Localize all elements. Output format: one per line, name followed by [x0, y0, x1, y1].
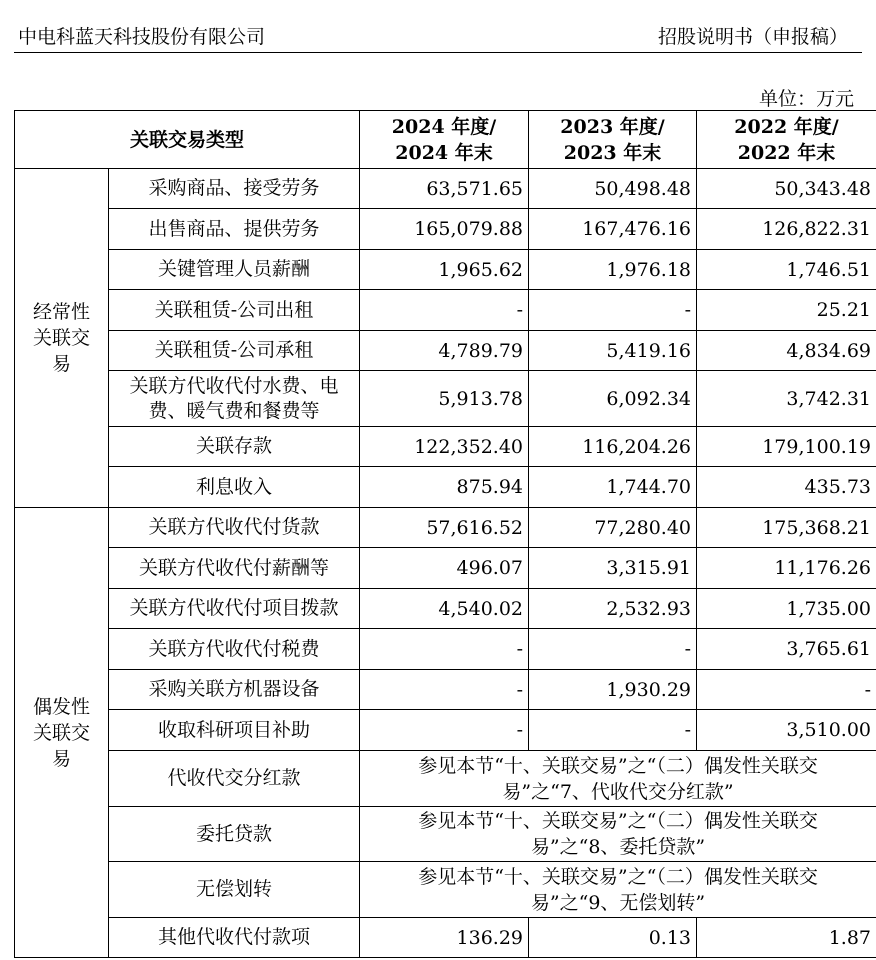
value-2023: - — [529, 629, 697, 670]
value-2024: 122,352.40 — [360, 427, 529, 467]
value-2023: 1,744.70 — [529, 467, 697, 508]
value-2022: 25.21 — [697, 290, 876, 331]
table-row — [15, 371, 876, 427]
row-label: 关联方代收代付薪酬等 — [109, 548, 360, 589]
value-2022: 179,100.19 — [697, 427, 876, 467]
document-type: 招股说明书（申报稿） — [657, 26, 848, 48]
row-label: 出售商品、提供劳务 — [109, 209, 360, 250]
header-year-2023: 2023 年度/ 2023 年末 — [529, 111, 697, 169]
row-label: 关联租赁-公司承租 — [109, 331, 360, 371]
value-2023: 6,092.34 — [529, 371, 697, 427]
row-label: 关联存款 — [109, 427, 360, 467]
table-row — [15, 862, 876, 918]
value-2022: 126,822.31 — [697, 209, 876, 250]
value-2024: - — [360, 290, 529, 331]
value-2024: 165,079.88 — [360, 209, 529, 250]
header-year-2024: 2024 年度/ 2024 年末 — [360, 111, 529, 169]
row-label: 其他代收代付款项 — [109, 918, 360, 958]
table-row — [15, 508, 876, 548]
value-2022: 3,510.00 — [697, 710, 876, 751]
header-year-2022: 2022 年度/ 2022 年末 — [697, 111, 876, 169]
table-header-row — [15, 111, 876, 169]
related-transactions-table — [14, 110, 876, 958]
row-label: 关键管理人员薪酬 — [109, 250, 360, 290]
category-occasional: 偶发性 关联交 易 — [15, 508, 109, 958]
table-row — [15, 629, 876, 670]
value-2024: 1,965.62 — [360, 250, 529, 290]
value-2024: 136.29 — [360, 918, 529, 958]
value-2022: 1,746.51 — [697, 250, 876, 290]
value-2024: 496.07 — [360, 548, 529, 589]
cross-reference-note: 参见本节“十、关联交易”之“（二）偶发性关联交 易”之“8、委托贷款” — [360, 807, 876, 862]
row-label: 关联租赁-公司出租 — [109, 290, 360, 331]
value-2023: 1,930.29 — [529, 670, 697, 710]
value-2022: 1,735.00 — [697, 589, 876, 629]
value-2023: 116,204.26 — [529, 427, 697, 467]
value-2023: 5,419.16 — [529, 331, 697, 371]
cross-reference-note: 参见本节“十、关联交易”之“（二）偶发性关联交 易”之“9、无偿划转” — [360, 862, 876, 918]
value-2022: - — [697, 670, 876, 710]
row-label: 收取科研项目补助 — [109, 710, 360, 751]
value-2022: 50,343.48 — [697, 169, 876, 209]
value-2022: 175,368.21 — [697, 508, 876, 548]
row-label: 无偿划转 — [109, 862, 360, 918]
value-2023: 50,498.48 — [529, 169, 697, 209]
table-row — [15, 209, 876, 250]
table-row — [15, 918, 876, 958]
value-2024: 4,789.79 — [360, 331, 529, 371]
value-2024: 5,913.78 — [360, 371, 529, 427]
value-2022: 435.73 — [697, 467, 876, 508]
value-2023: - — [529, 290, 697, 331]
table-row — [15, 169, 876, 209]
row-label: 代收代交分红款 — [109, 751, 360, 807]
table-row — [15, 710, 876, 751]
table-row — [15, 548, 876, 589]
row-label: 关联方代收代付水费、电 费、暖气费和餐费等 — [109, 371, 360, 427]
company-name: 中电科蓝天科技股份有限公司 — [18, 26, 266, 48]
value-2023: 0.13 — [529, 918, 697, 958]
category-recurring: 经常性 关联交 易 — [15, 169, 109, 508]
value-2022: 3,765.61 — [697, 629, 876, 670]
value-2024: 875.94 — [360, 467, 529, 508]
row-label: 利息收入 — [109, 467, 360, 508]
table-row — [15, 427, 876, 467]
value-2023: 3,315.91 — [529, 548, 697, 589]
value-2024: - — [360, 710, 529, 751]
value-2023: 77,280.40 — [529, 508, 697, 548]
value-2022: 4,834.69 — [697, 331, 876, 371]
value-2024: - — [360, 670, 529, 710]
table-row — [15, 670, 876, 710]
cross-reference-note: 参见本节“十、关联交易”之“（二）偶发性关联交 易”之“7、代收代交分红款” — [360, 751, 876, 807]
value-2023: 167,476.16 — [529, 209, 697, 250]
table-row — [15, 290, 876, 331]
value-2023: 1,976.18 — [529, 250, 697, 290]
value-2022: 11,176.26 — [697, 548, 876, 589]
value-2022: 3,742.31 — [697, 371, 876, 427]
table-row — [15, 589, 876, 629]
table-row — [15, 751, 876, 807]
row-label: 采购关联方机器设备 — [109, 670, 360, 710]
header-transaction-type: 关联交易类型 — [15, 111, 360, 169]
value-2024: 57,616.52 — [360, 508, 529, 548]
table-row — [15, 331, 876, 371]
unit-label: 单位：万元 — [758, 88, 854, 110]
value-2023: - — [529, 710, 697, 751]
header-divider — [14, 52, 862, 53]
row-label: 采购商品、接受劳务 — [109, 169, 360, 209]
table-row — [15, 467, 876, 508]
value-2023: 2,532.93 — [529, 589, 697, 629]
row-label: 关联方代收代付项目拨款 — [109, 589, 360, 629]
table-row — [15, 807, 876, 862]
value-2024: - — [360, 629, 529, 670]
value-2024: 63,571.65 — [360, 169, 529, 209]
value-2022: 1.87 — [697, 918, 876, 958]
row-label: 委托贷款 — [109, 807, 360, 862]
table-row — [15, 250, 876, 290]
row-label: 关联方代收代付货款 — [109, 508, 360, 548]
row-label: 关联方代收代付税费 — [109, 629, 360, 670]
value-2024: 4,540.02 — [360, 589, 529, 629]
